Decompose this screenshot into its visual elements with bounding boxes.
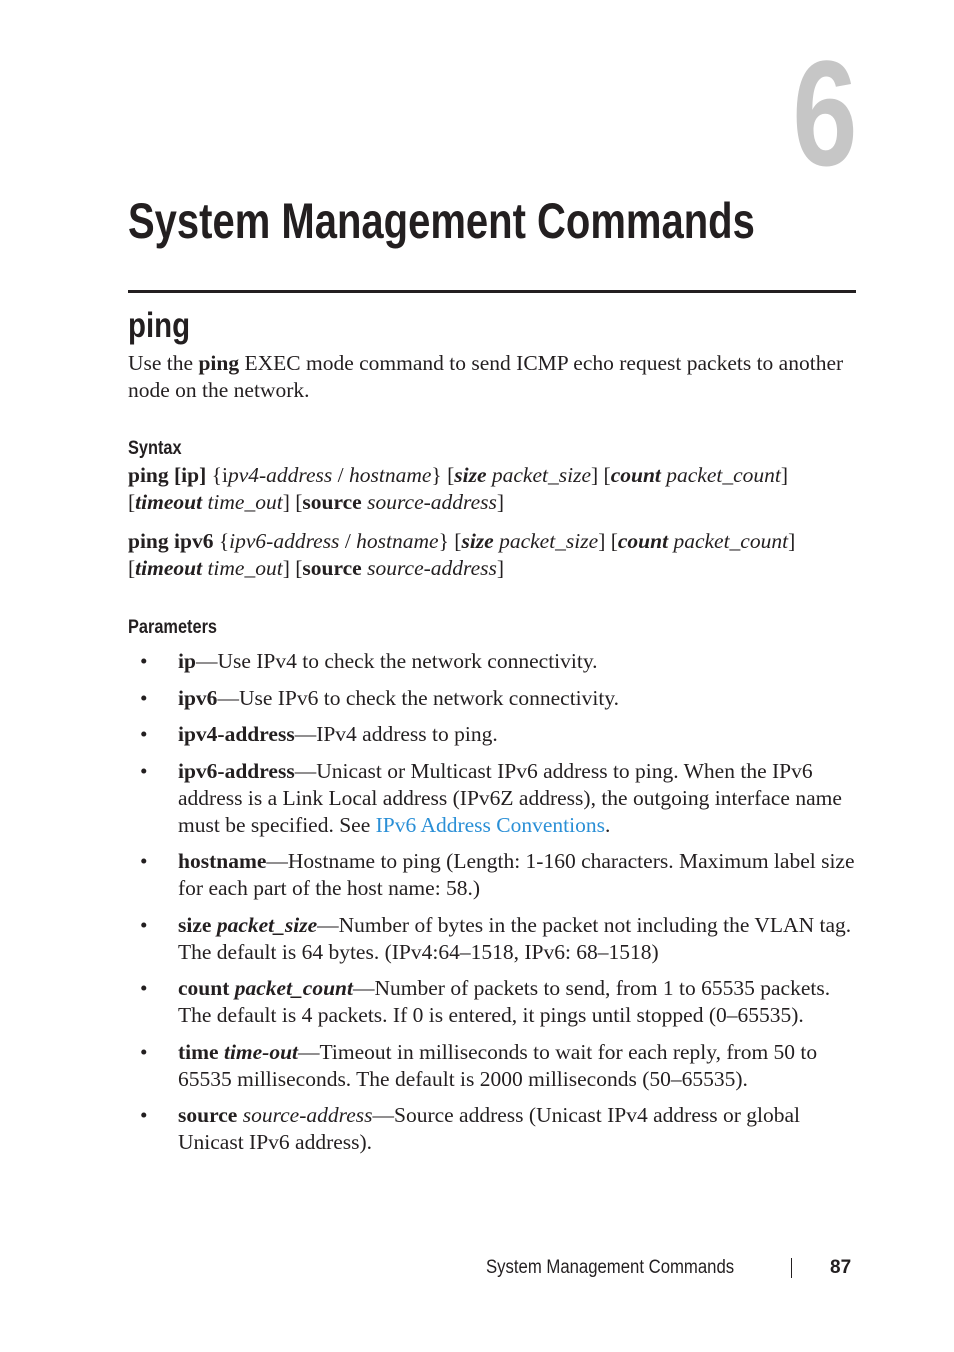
page-number: 87 (830, 1257, 852, 1278)
footer-separator (791, 1258, 792, 1278)
bullet-icon: • (140, 722, 148, 746)
parameters-heading: Parameters (128, 617, 218, 638)
text-run: time-out (223, 1039, 299, 1064)
text-run: packet_count (673, 529, 789, 553)
text-run: / (339, 529, 357, 553)
text-run: ping [ip] (128, 463, 207, 487)
param-text (178, 686, 619, 710)
footer-title: System Management Commands (486, 1257, 735, 1278)
chapter-title: System Management Commands (128, 193, 755, 249)
text-run: time (178, 1039, 219, 1064)
text-run: ] (496, 556, 505, 580)
text-run: count (610, 463, 661, 487)
text-run: ] [ (128, 529, 796, 580)
text-run: source-address (367, 556, 497, 580)
text-run: time_out (207, 556, 283, 580)
param-item-time (128, 1039, 856, 1093)
param-item-ipv4-address (128, 721, 856, 748)
param-item-source (128, 1102, 856, 1156)
param-item-ip (128, 648, 856, 675)
text-run: ] [ (598, 529, 618, 553)
text-run: . (604, 812, 611, 837)
syntax-line-ipv4 (128, 462, 856, 516)
bullet-icon: • (140, 649, 148, 673)
text-run: —Timeout in milliseconds to wait for each reply, from 50 to 65535 milliseconds. The default is 2000 milliseconds (50–65535). (178, 1039, 818, 1091)
bullet-icon: • (140, 1103, 148, 1127)
text-run: ] [ (282, 556, 303, 580)
text-run: / (332, 463, 349, 487)
text-run: —Hostname to ping (Length: 1-160 characters. Maximum label size for each part of the host name: 58.) (178, 849, 855, 900)
param-text (178, 722, 498, 746)
text-run: timeout (135, 490, 203, 514)
text-run: ] [ (282, 490, 303, 514)
param-text (178, 649, 598, 673)
syntax-heading: Syntax (128, 438, 182, 459)
param-item-hostname (128, 848, 856, 902)
text-run: packet_size (216, 912, 318, 937)
text-run: } [ (438, 529, 462, 553)
text-run: ] [ (128, 463, 789, 514)
text-run: ping (198, 351, 240, 375)
text-run: —Use IPv6 to check the network connectivity. (217, 685, 620, 710)
text-run: timeout (135, 556, 203, 580)
text-run: pv4-address (227, 463, 333, 487)
param-text (178, 759, 842, 837)
cross-reference-link[interactable]: IPv6 Address Conventions (375, 812, 605, 837)
text-run: count (617, 529, 669, 553)
text-run: —Number of packets to send, from 1 to 65535 packets. The default is 4 packets. If 0 is entered, it pings until stopped (0–65535). (178, 976, 831, 1027)
syntax-line-ipv6 (128, 528, 856, 582)
text-run: hostname (356, 529, 439, 553)
title-rule (128, 290, 856, 293)
text-run: count (178, 976, 230, 1000)
text-run: —Source address (Unicast IPv4 address or global Unicast IPv6 address). (178, 1103, 800, 1154)
param-item-ipv6 (128, 685, 856, 712)
text-run: {i (206, 463, 228, 487)
text-run: size (454, 463, 487, 487)
text-run: ] [ (591, 463, 611, 487)
text-run: —IPv4 address to ping. (294, 722, 498, 746)
text-run: ipv6 (178, 685, 218, 710)
text-run: packet_size (491, 463, 591, 487)
param-item-size (128, 912, 856, 966)
text-run: size (178, 912, 212, 937)
param-text (178, 976, 830, 1027)
text-run: —Unicast or Multicast IPv6 address to ping. When the IPv6 address is a Link Local address (IPv6Z address), the outgoing interface name must be specified. See (178, 758, 842, 837)
section-intro (128, 350, 856, 404)
section-title: ping (128, 306, 191, 345)
text-run: ] (496, 490, 505, 514)
chapter-number: 6 (791, 29, 857, 197)
text-run: size (461, 529, 494, 553)
text-run: ip (178, 649, 196, 673)
text-run: EXEC mode command to send ICMP echo request packets to another node on the network. (128, 351, 844, 402)
text-run: ipv6-address (229, 529, 340, 553)
bullet-icon: • (140, 685, 148, 710)
text-run: packet_count (234, 976, 353, 1000)
param-text (178, 849, 855, 900)
text-run: source-address (367, 490, 497, 514)
parameters-list (128, 648, 856, 1166)
bullet-icon: • (140, 976, 148, 1000)
bullet-icon: • (140, 912, 148, 937)
text-run: source (302, 556, 362, 580)
text-run: source-address (242, 1103, 373, 1127)
text-run: Use the (128, 351, 199, 375)
text-run: packet_count (666, 463, 781, 487)
text-run: source (178, 1103, 238, 1127)
text-run: ipv4-address (178, 722, 295, 746)
text-run: ipv6-address (178, 758, 295, 783)
text-run: —Number of bytes in the packet not including the VLAN tag. The default is 64 bytes. (IPv4:64–1518, IPv6: 68–1518) (178, 912, 852, 964)
text-run: —Use IPv4 to check the network connectivity. (195, 649, 598, 673)
bullet-icon: • (140, 849, 148, 873)
text-run: source (302, 490, 362, 514)
text-run: { (213, 529, 230, 553)
param-text (178, 1103, 800, 1154)
text-run: ping ipv6 (128, 529, 214, 553)
text-run: hostname (348, 463, 432, 487)
text-run: } [ (431, 463, 455, 487)
text-run: packet_size (499, 529, 599, 553)
param-item-count (128, 975, 856, 1029)
param-text (178, 913, 851, 964)
text-run: hostname (178, 849, 267, 873)
bullet-icon: • (140, 758, 148, 783)
param-text (178, 1040, 817, 1091)
bullet-icon: • (140, 1039, 148, 1064)
text-run: time_out (207, 490, 283, 514)
param-item-ipv6-address (128, 758, 856, 839)
